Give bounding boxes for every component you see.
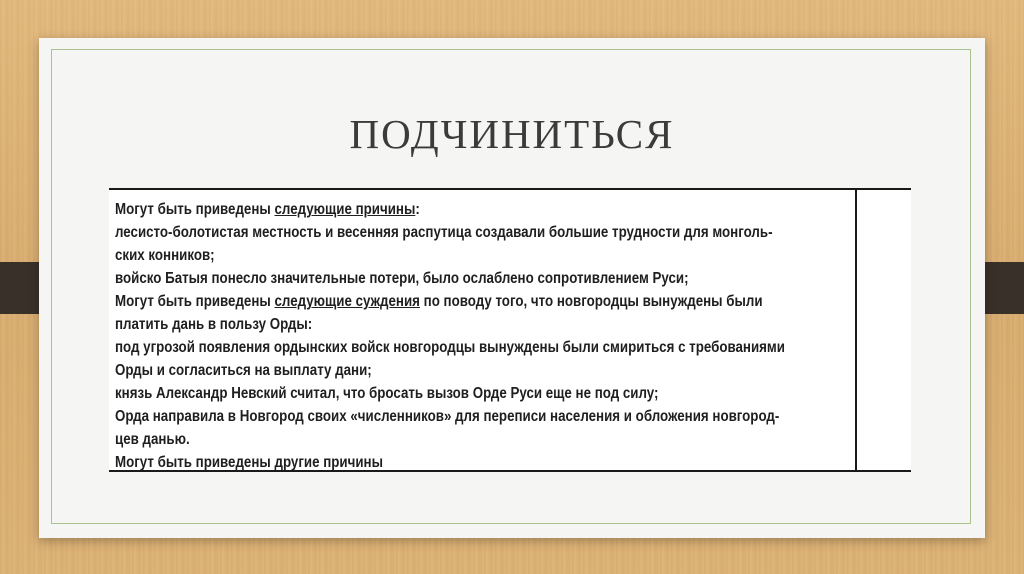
document-line xyxy=(115,290,763,313)
document-scan xyxy=(109,188,911,472)
document-line: под угрозой появления ордынских войск новгородцы вынуждены были смириться с требованиями xyxy=(115,339,785,356)
line-text: Могут быть приведены xyxy=(115,293,275,310)
document-line: ских конников; xyxy=(115,247,215,264)
document-line: Орда направила в Новгород своих «численников» для переписи населения и обложения новгород- xyxy=(115,408,780,425)
document-top-rule xyxy=(109,188,911,190)
document-line: войско Батыя понесло значительные потери, было ослаблено сопротивлением Руси; xyxy=(115,270,689,287)
document-line xyxy=(115,198,748,221)
line-text: по поводу того, что новгородцы вынуждены были xyxy=(419,293,763,310)
line-text: Могут быть приведены xyxy=(115,201,275,218)
slide-title: ПОДЧИНИТЬСЯ xyxy=(349,111,675,157)
document-line: цев данью. xyxy=(115,431,190,448)
document-line: князь Александр Невский считал, что бросать вызов Орде Руси еще не под силу; xyxy=(115,385,659,402)
document-line: платить дань в пользу Орды: xyxy=(115,316,313,333)
slide-card xyxy=(39,38,985,538)
line-text: : xyxy=(415,201,420,218)
underlined-phrase: следующие суждения xyxy=(274,293,420,310)
underlined-phrase: следующие причины xyxy=(274,201,416,218)
document-column-divider xyxy=(855,188,857,472)
document-line: лесисто-болотистая местность и весенняя распутица создавали большие трудности для монголь- xyxy=(115,224,773,241)
document-line: Орды и согласиться на выплату дани; xyxy=(115,362,372,379)
document-text xyxy=(115,198,785,474)
document-line: Могут быть приведены другие причины xyxy=(115,454,383,471)
